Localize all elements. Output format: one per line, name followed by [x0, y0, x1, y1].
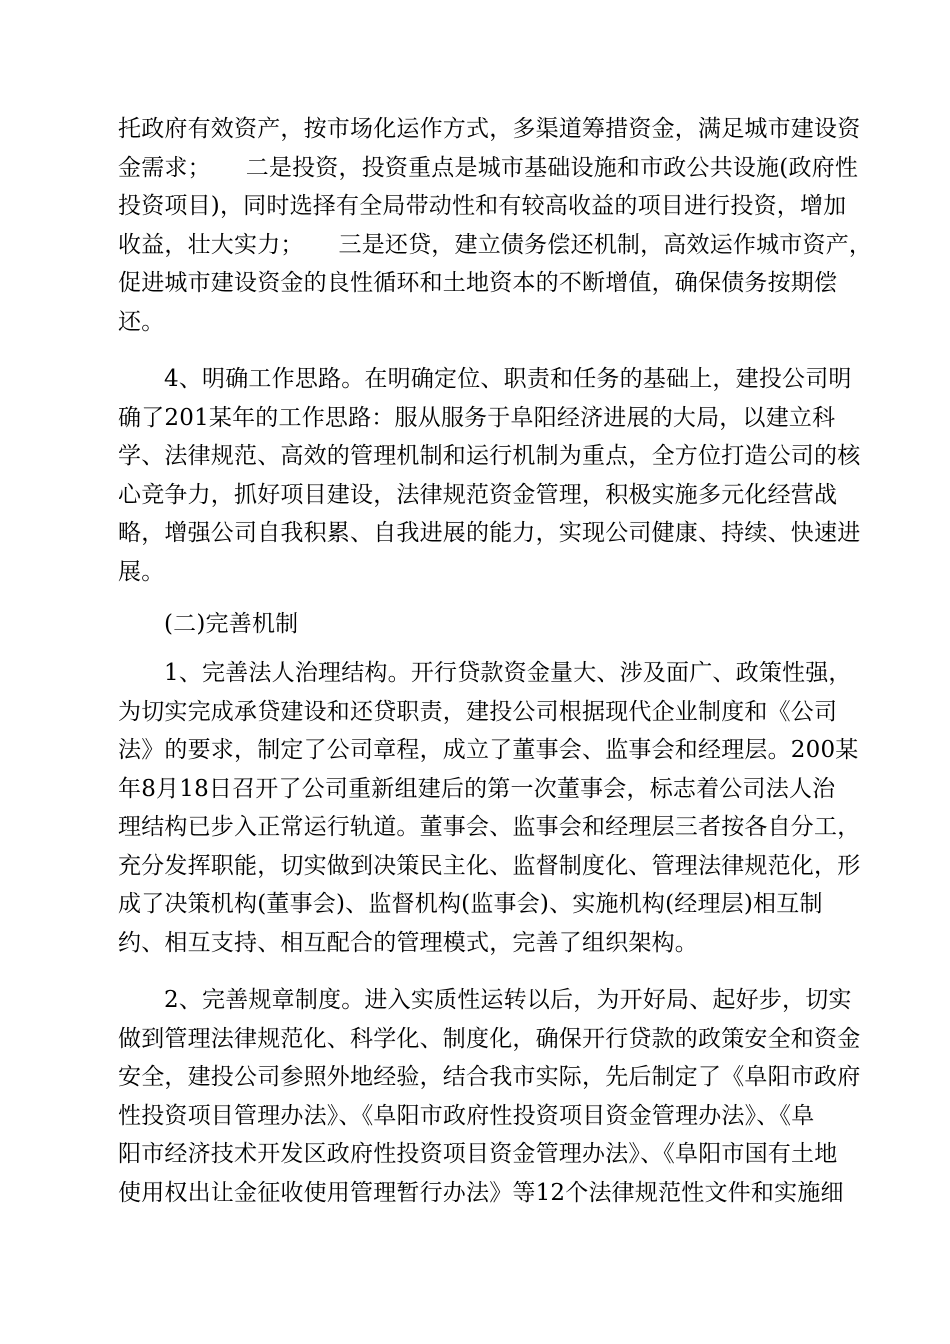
text-line: 确了201某年的工作思路：服从服务于阜阳经济进展的大局，以建立科: [118, 405, 836, 431]
text-line: 做到管理法律规范化、科学化、制度化，确保开行贷款的政策安全和资金: [118, 1026, 861, 1052]
text-line: 理结构已步入正常运行轨道。董事会、监事会和经理层三者按各自分工，: [118, 814, 861, 840]
text-line: 成了决策机构(董事会)、监督机构(监事会)、实施机构(经理层)相互制: [118, 891, 823, 917]
text-line: 托政府有效资产，按市场化运作方式，多渠道筹措资金，满足城市建设资: [118, 116, 861, 142]
text-line: 性投资项目管理办法》、《阜阳市政府性投资项目资金管理办法》、《阜: [118, 1103, 815, 1129]
text-line: 年8月18日召开了公司重新组建后的第一次董事会，标志着公司法人治: [118, 776, 836, 802]
text-line: 还。: [118, 309, 165, 335]
text-line: 为切实完成承贷建设和还贷职责，建投公司根据现代企业制度和《公司: [118, 699, 838, 725]
text-line: 阳市经济技术开发区政府性投资项目资金管理办法》、《阜阳市国有土地: [118, 1141, 838, 1167]
text-line: 使用权出让金征收使用管理暂行办法》等12个法律规范性文件和实施细: [118, 1180, 844, 1206]
text-line: 投资项目)，同时选择有全局带动性和有较高收益的项目进行投资，增加: [118, 193, 847, 219]
text-line: 2、完善规章制度。进入实质性运转以后，为开好局、起好步，切实: [164, 987, 852, 1013]
text-line: 约、相互支持、相互配合的管理模式，完善了组织架构。: [118, 930, 698, 956]
text-line: 充分发挥职能，切实做到决策民主化、监督制度化、管理法律规范化，形: [118, 853, 861, 879]
text-line: 促进城市建设资金的良性循环和土地资本的不断增值，确保债务按期偿: [118, 270, 838, 296]
text-line: 心竞争力，抓好项目建设，法律规范资金管理，积极实施多元化经营战: [118, 482, 838, 508]
section-heading: (二)完善机制: [164, 611, 299, 637]
text-line: 展。: [118, 559, 165, 585]
text-line: 金需求； 二是投资，投资重点是城市基础设施和市政公共设施(政府性: [118, 155, 859, 181]
text-line: 安全，建投公司参照外地经验，结合我市实际，先后制定了《阜阳市政府: [118, 1064, 861, 1090]
text-line: 收益，壮大实力； 三是还贷，建立债务偿还机制，高效运作城市资产，: [118, 232, 873, 258]
text-line: 1、完善法人治理结构。开行贷款资金量大、涉及面广、政策性强，: [164, 660, 852, 686]
text-line: 略，增强公司自我积累、自我进展的能力，实现公司健康、持续、快速进: [118, 520, 861, 546]
text-line: 4、明确工作思路。在明确定位、职责和任务的基础上，建投公司明: [164, 366, 852, 392]
text-line: 法》的要求，制定了公司章程，成立了董事会、监事会和经理层。200某: [118, 737, 859, 763]
text-line: 学、法律规范、高效的管理机制和运行机制为重点，全方位打造公司的核: [118, 443, 861, 469]
